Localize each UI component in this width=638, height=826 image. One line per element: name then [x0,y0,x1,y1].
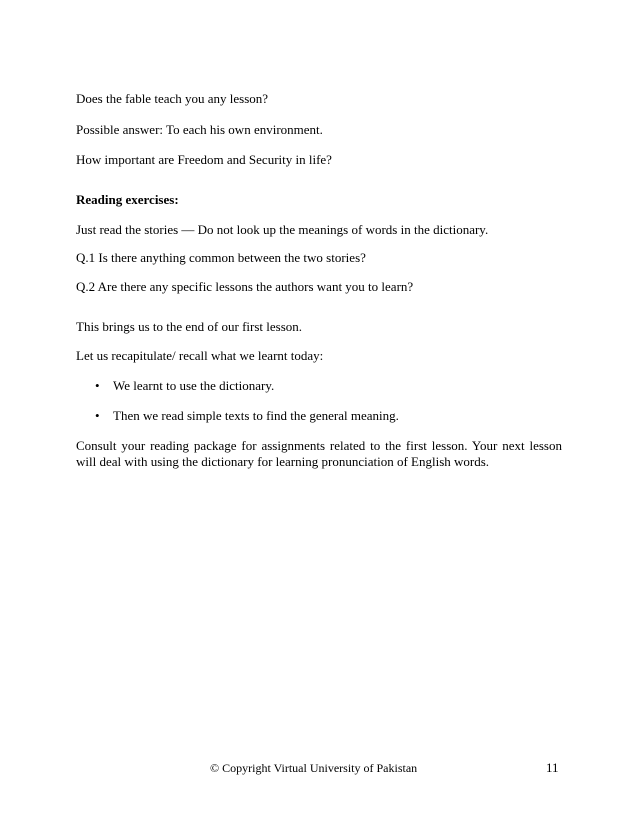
list-item [95,408,399,424]
recap-text: Let us recapitulate/ recall what we learnt today: [76,348,324,363]
question-fable-lesson: Does the fable teach you any lesson? [76,91,269,106]
reading-instruction: Just read the stories — Do not look up the meanings of words in the dictionary. [76,222,489,237]
page-number: 11 [546,760,559,775]
question-1: Q.1 Is there anything common between the two stories? [76,250,366,265]
reading-exercises-heading: Reading exercises: [76,192,179,207]
list-item [95,378,274,394]
list-item-text: Then we read simple texts to find the general meaning. [113,408,399,423]
possible-answer: Possible answer: To each his own environment. [76,122,323,137]
question-2: Q.2 Are there any specific lessons the authors want you to learn? [76,279,414,294]
bullet-icon: • [95,378,100,393]
list-item-text: We learnt to use the dictionary. [113,378,275,393]
question-freedom-security: How important are Freedom and Security in life? [76,152,332,167]
copyright-notice: © Copyright Virtual University of Pakistan [210,761,418,775]
consult-paragraph: Consult your reading package for assignments related to the first lesson. Your next lesson will deal with using the dictionary for learning pronunciation of English words. [76,438,562,469]
end-of-lesson-text: This brings us to the end of our first lesson. [76,319,303,334]
bullet-icon: • [95,408,100,423]
page-footer [0,760,638,776]
